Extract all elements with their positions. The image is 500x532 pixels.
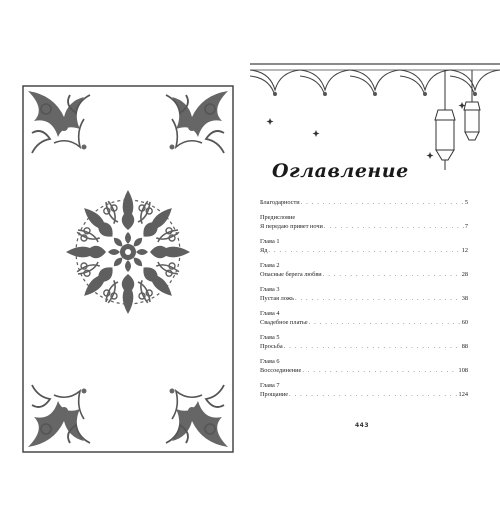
toc-entry[interactable] — [260, 246, 468, 255]
toc-entry-title: Благодарности — [260, 199, 300, 206]
corner-ornament-icon — [28, 91, 90, 153]
toc-entry-page: 108 — [458, 367, 468, 374]
ornamental-frame — [22, 85, 234, 453]
toc-chapter-label: Глава 2 — [260, 262, 280, 269]
toc-entry[interactable] — [260, 342, 468, 351]
toc-entry[interactable] — [260, 198, 468, 207]
leader-dots — [324, 222, 464, 231]
toc-entry-title: Просьба — [260, 343, 283, 350]
toc-entry[interactable] — [260, 294, 468, 303]
corner-ornament-icon — [166, 385, 228, 447]
toc-chapter-label: Глава 5 — [260, 334, 280, 341]
corner-ornament-icon — [28, 385, 90, 447]
toc-entry-title: Свадебное платье — [260, 319, 308, 326]
toc-entry-title: Прощание — [260, 391, 289, 398]
right-page — [250, 0, 500, 532]
toc-entry-page: 88 — [461, 343, 468, 350]
leader-dots — [323, 270, 461, 279]
toc-entry-page: 60 — [461, 319, 468, 326]
mandala-icon — [66, 190, 190, 314]
table-of-contents — [260, 198, 468, 399]
leader-dots — [289, 390, 458, 399]
page-number: 443 — [355, 422, 370, 429]
leader-dots — [301, 198, 464, 207]
toc-chapter-label: Предисловие — [260, 214, 296, 221]
toc-entry-page: 124 — [458, 391, 468, 398]
toc-chapter-label: Глава 3 — [260, 286, 280, 293]
toc-entry-title: Я передаю привет ночи — [260, 223, 323, 230]
toc-entry[interactable] — [260, 270, 468, 279]
leader-dots — [295, 294, 461, 303]
leader-dots — [302, 366, 457, 375]
leader-dots — [268, 246, 460, 255]
toc-chapter-label: Глава 6 — [260, 358, 280, 365]
toc-entry[interactable] — [260, 318, 468, 327]
toc-entry[interactable] — [260, 222, 468, 231]
toc-entry-title: Воссоединение — [260, 367, 302, 374]
leader-dots — [284, 342, 461, 351]
leader-dots — [309, 318, 461, 327]
toc-chapter-label: Глава 7 — [260, 382, 280, 389]
toc-entry-page: 7 — [464, 223, 468, 230]
toc-heading: Оглавление — [272, 160, 409, 182]
lantern-icon — [464, 70, 480, 140]
toc-entry-page: 5 — [464, 199, 468, 206]
toc-chapter-label: Глава 4 — [260, 310, 280, 317]
lantern-icon — [435, 70, 455, 170]
toc-entry-title: Опасные берега любви — [260, 271, 322, 278]
toc-entry-title: Пустая ложь — [260, 295, 294, 302]
toc-entry-page: 12 — [461, 247, 468, 254]
toc-entry-title: Яд — [260, 247, 268, 254]
left-page — [22, 85, 234, 453]
corner-ornament-icon — [166, 91, 228, 153]
toc-entry-page: 38 — [461, 295, 468, 302]
toc-entry-page: 28 — [461, 271, 468, 278]
toc-chapter-label: Глава 1 — [260, 238, 280, 245]
toc-entry[interactable] — [260, 366, 468, 375]
toc-entry[interactable] — [260, 390, 468, 399]
